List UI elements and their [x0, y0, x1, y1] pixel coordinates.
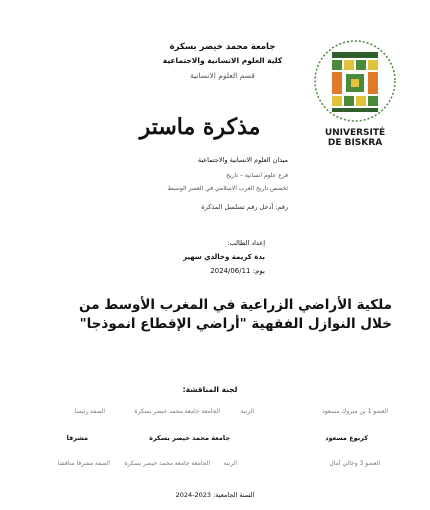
member-3-rank: الرتبة	[223, 460, 237, 467]
member-3-name: العضو 3 وخالي أمال	[329, 460, 380, 467]
member-1-name: العضو 1 بن مبروك مسعود	[322, 408, 388, 415]
committee-title: لجنة المناقشة:	[182, 385, 238, 394]
logo-line-1: UNIVERSITÉ	[324, 128, 386, 138]
university-logo	[312, 38, 398, 124]
academic-year: السنة الجامعية: 2023-2024	[175, 491, 255, 499]
member-1-institution: الجامعة جامعة محمد خيضر بسكرة	[134, 408, 220, 415]
domain-field: ميدان العلوم الانسانية والاجتماعية	[197, 156, 288, 164]
member-2-institution: جامعة محمد خيضر بسكرة	[149, 434, 230, 442]
specialty-field: تخصص تاريخ الغرب الاسلامي في العصر الوسيط	[167, 185, 288, 192]
serial-number: رقم: أدخل رقم تسلسل المذكرة	[201, 203, 288, 211]
thesis-title: ملكية الأراضي الزراعية في المغرب الأوسط من خلال النوازل الفقهية "أراضي الإقطاع انموذجا"	[79, 297, 392, 332]
student-names: بدة كريمة وخالدي سهير	[183, 253, 265, 261]
university-name: جامعة محمد خيضر بسكرة	[169, 42, 276, 52]
branch-field: فرع علوم انسانية – تاريخ	[226, 172, 288, 179]
department-name: قسم العلوم الانسانية	[190, 71, 255, 80]
member-2-name: كربوع مسعود	[325, 434, 368, 442]
prepared-label: إعداد الطالب:	[227, 239, 265, 247]
member-1-rank: الرتبة	[240, 408, 254, 415]
member-3-role: الصفة مشرفا مناقشا	[57, 460, 110, 467]
document-type: مذكرة ماستر	[139, 114, 261, 140]
member-2-role: مشرفا	[66, 434, 88, 442]
faculty-name: كلية العلوم الانسانية والاجتماعية	[162, 56, 283, 65]
defense-date: يوم: 2024/06/11	[210, 267, 265, 275]
member-1-role: الصفة رئيسا	[74, 408, 105, 415]
member-3-institution: الجامعة جامعة محمد خيضر بسكرة	[124, 460, 210, 467]
logo-line-2: DE BISKRA	[327, 138, 383, 148]
logo-wordmark	[300, 128, 410, 148]
